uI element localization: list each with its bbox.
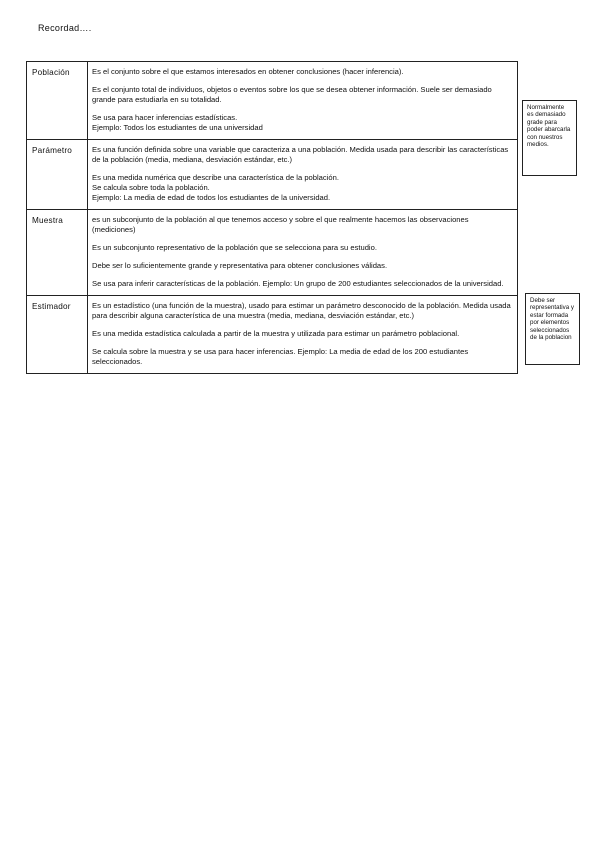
definition-line: Es una medida estadística calculada a partir de la muestra y utilizada para estimar un parámetro poblacional. [92,329,460,338]
table-row-muestra [27,210,518,296]
definition-line: Es el conjunto total de individuos, objetos o eventos sobre los que se desea obtener información. Suele ser demasiado grande para estudiarla en su totalidad. [92,85,492,104]
definition-line: es un subconjunto de la población al que tenemos acceso y sobre el que realmente hacemos las observaciones (mediciones) [92,215,469,234]
definition-cell [88,210,518,296]
definition-line: Es el conjunto sobre el que estamos interesados en obtener conclusiones (hacer inferencia). [92,67,404,76]
definition-line: Se usa para inferir características de la población. Ejemplo: Un grupo de 200 estudiantes seleccionados de la universidad. [92,279,504,288]
margin-note-poblacion: Normalmente es demasiado grade para poder abarcarla con nuestros medios. [522,100,577,176]
table-row-poblacion [27,62,518,140]
term-cell: Estimador [27,296,88,374]
definition-cell [88,62,518,140]
definition-cell [88,296,518,374]
term-cell: Muestra [27,210,88,296]
definition-line: Debe ser lo suficientemente grande y representativa para obtener conclusiones válidas. [92,261,388,270]
page-heading: Recordad…. [38,23,92,33]
definition-line: Es una función definida sobre una variable que caracteriza a una población. Medida usada para describir las características de la población (media, mediana, desviación estándar, etc.) [92,145,509,164]
definition-line: Se calcula sobre la muestra y se usa para hacer inferencias. Ejemplo: La media de edad de los 200 estudiantes seleccionados. [92,347,469,366]
table-row-estimador [27,296,518,374]
definition-cell [88,140,518,210]
definition-line: Es un estadístico (una función de la muestra), usado para estimar un parámetro desconocido de la población. Medida usada para describir alguna característica de una muestra (media, mediana, desviación estándar, etc.) [92,301,511,320]
concept-table [26,61,518,374]
table-row-parametro [27,140,518,210]
term-cell: Población [27,62,88,140]
definition-line: Es un subconjunto representativo de la población que se selecciona para su estudio. [92,243,377,252]
margin-note-muestra: Debe ser representativa y estar formada por elementos seleccionados de la poblacion [525,293,580,365]
definition-line: Es una medida numérica que describe una característica de la población. Se calcula sobre toda la población. Ejemplo: La media de edad de todos los estudiantes de la universidad. [92,173,339,202]
definition-line: Se usa para hacer inferencias estadísticas. Ejemplo: Todos los estudiantes de una universidad [92,113,263,132]
term-cell: Parámetro [27,140,88,210]
